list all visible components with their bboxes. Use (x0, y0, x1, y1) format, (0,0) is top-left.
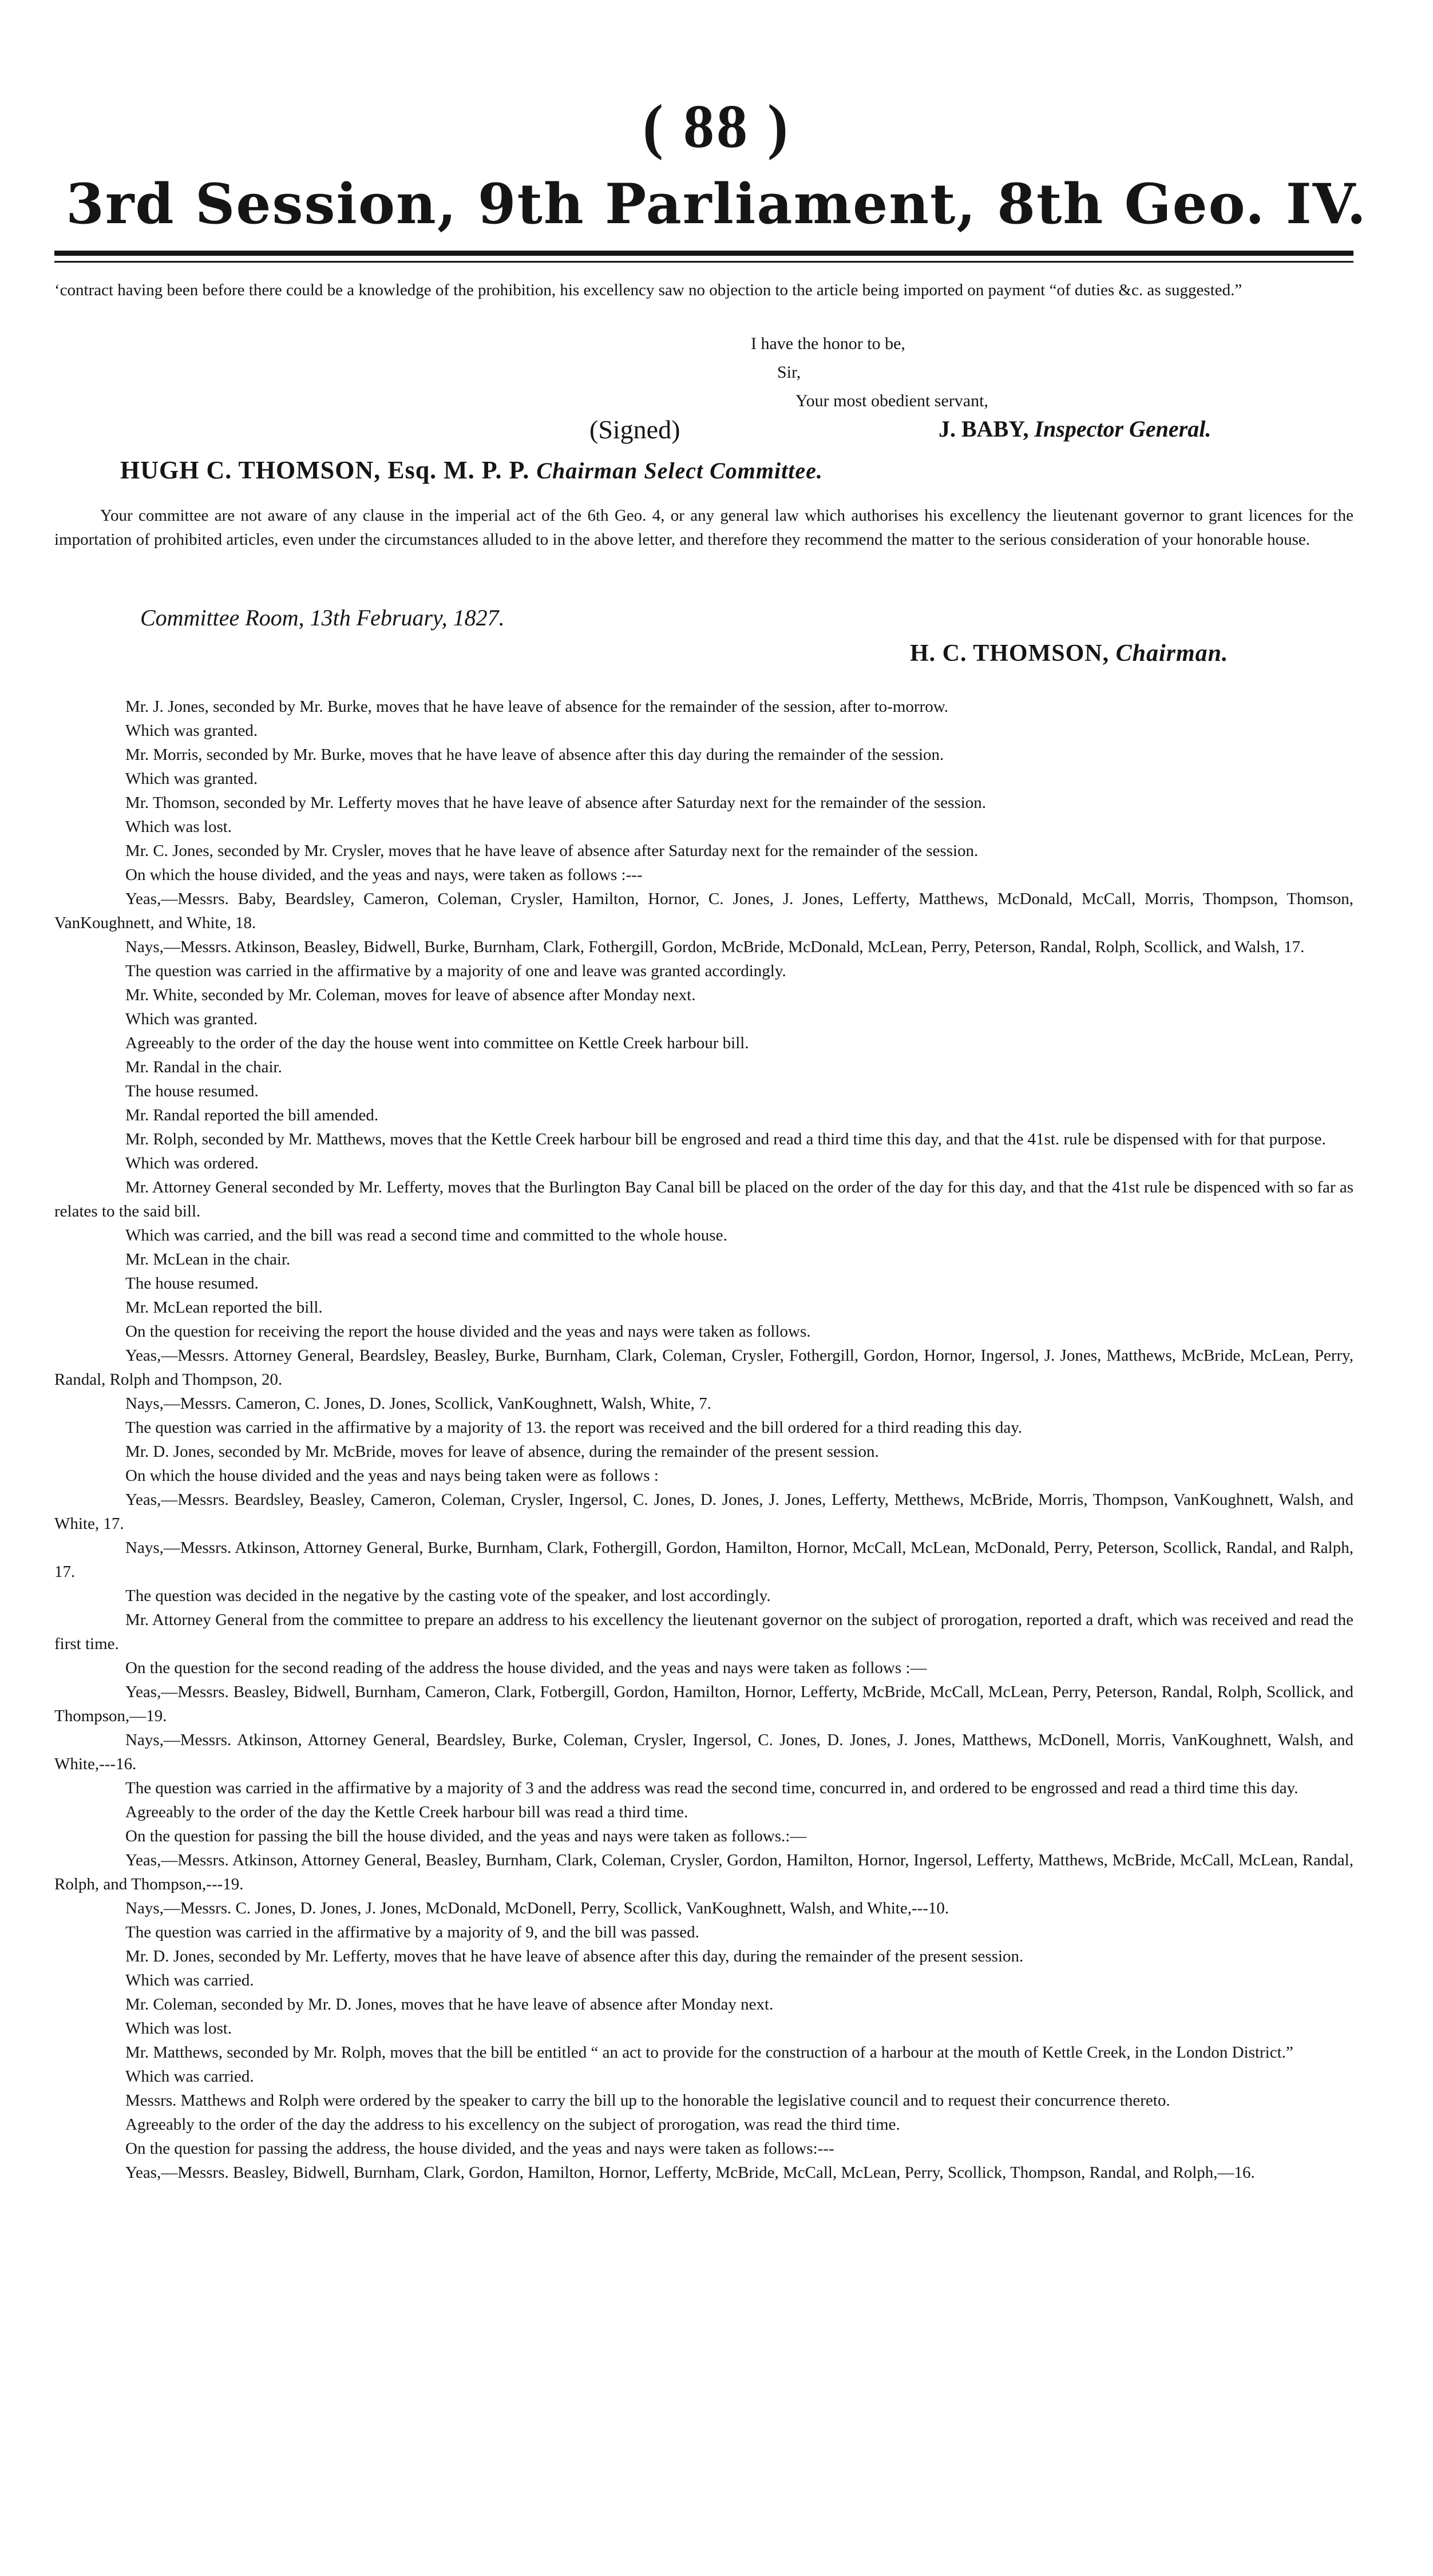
header-rule-thin (54, 261, 1353, 263)
journal-entry: Mr. Randal in the chair. (125, 1058, 282, 1076)
journal-entry: Yeas,—Messrs. Baby, Beardsley, Cameron, Coleman, Crysler, Hamilton, Hornor, C. Jones, J. Jones, Lefferty, Matthews, McDonald, McCall, Morris, Thompson, Thomson, VanKoughnett, and White, 18. (54, 890, 1353, 932)
journal-entry: Mr. D. Jones, seconded by Mr. Lefferty, moves that he have leave of absence after this day, during the remainder of the present session. (125, 1947, 1024, 1965)
header-rule-thick (54, 251, 1353, 256)
journal-entry: Mr. Matthews, seconded by Mr. Rolph, moves that the bill be entitled “ an act to provide for the construction of a harbour at the mouth of Kettle Creek, in the London District.” (125, 2043, 1293, 2062)
journal-entry: Nays,—Messrs. Atkinson, Attorney General, Beardsley, Burke, Coleman, Crysler, Ingersol, C. Jones, D. Jones, J. Jones, Matthews, McDonell, Morris, VanKoughnett, Walsh, and White,---16. (54, 1731, 1353, 1773)
letter-quote: ‘contract having been before there could be a knowledge of the prohibition, his excellency saw no objection to the article being imported on payment “of duties &c. as suggested.” (54, 281, 1242, 299)
journal-entry: The question was carried in the affirmative by a majority of 13. the report was received and the bill ordered for a third reading this day. (125, 1418, 1023, 1437)
journal-entry: Mr. McLean in the chair. (125, 1250, 291, 1269)
journal-entry: The house resumed. (125, 1082, 259, 1100)
journal-entry: Mr. D. Jones, seconded by Mr. McBride, moves for leave of absence, during the remainder of the present session. (125, 1442, 879, 1461)
journal-entry: Which was lost. (125, 2019, 232, 2038)
session-title: 3rd Session, 9th Parliament, 8th Geo. IV. (66, 172, 1367, 236)
journal-entry: On which the house divided and the yeas and nays being taken were as follows : (125, 1467, 659, 1485)
addressee-name: HUGH C. THOMSON, Esq. M. P. P. (120, 456, 530, 484)
journal-entry: Nays,—Messrs. C. Jones, D. Jones, J. Jones, McDonald, McDonell, Perry, Scollick, VanKoughnett, Walsh, and White,---10. (125, 1899, 949, 1917)
journal-entry: The question was carried in the affirmative by a majority of 9, and the bill was passed. (125, 1923, 699, 1941)
letter-closing-line-2: Sir, (777, 363, 801, 382)
journal-entry: Yeas,—Messrs. Atkinson, Attorney General, Beasley, Burnham, Clark, Coleman, Crysler, Gordon, Hamilton, Hornor, Ingersol, Lefferty, Matthews, McBride, McCall, McLean, Randal, Rolph, and Thompson,---19. (54, 1851, 1353, 1893)
committee-room-date: Committee Room, 13th February, 1827. (140, 605, 505, 631)
journal-entry: Which was lost. (125, 818, 232, 836)
journal-entries (54, 695, 1353, 2185)
journal-entry: Agreeably to the order of the day the house went into committee on Kettle Creek harbour bill. (125, 1034, 749, 1052)
journal-entry: Mr. Attorney General seconded by Mr. Lefferty, moves that the Burlington Bay Canal bill be placed on the order of the day for this day, and that the 41st rule be dispenced with so far as relates to the said bill. (54, 1178, 1353, 1220)
journal-entry: Messrs. Matthews and Rolph were ordered by the speaker to carry the bill up to the honorable the legislative council and to request their concurrence thereto. (125, 2091, 1170, 2110)
signer (939, 415, 1211, 442)
chairman-name: H. C. THOMSON, (910, 640, 1110, 667)
journal-entry: Which was granted. (125, 1010, 258, 1028)
journal-entry: Which was ordered. (125, 1154, 259, 1172)
journal-entry: On the question for passing the bill the house divided, and the yeas and nays were taken as follows.:— (125, 1827, 807, 1845)
journal-entry: The question was carried in the affirmative by a majority of one and leave was granted accordingly. (125, 962, 786, 980)
chairman-signature (910, 640, 1229, 667)
journal-entry: Mr. J. Jones, seconded by Mr. Burke, moves that he have leave of absence for the remainder of the session, after to-morrow. (125, 697, 949, 716)
signer-title: Inspector General. (1034, 416, 1212, 442)
journal-entry: Which was carried. (125, 1971, 254, 1990)
page-number: ( 88 ) (643, 93, 790, 161)
addressee-title: Chairman Select Committee. (536, 458, 823, 484)
journal-entry: Agreeably to the order of the day the address to his excellency on the subject of prorogation, was read the third time. (125, 2115, 900, 2134)
journal-entry: The question was carried in the affirmative by a majority of 3 and the address was read the second time, concurred in, and ordered to be engrossed and read a third time this day. (125, 1779, 1299, 1797)
journal-entry: The question was decided in the negative by the casting vote of the speaker, and lost accordingly. (125, 1587, 771, 1605)
journal-entry: Mr. Rolph, seconded by Mr. Matthews, moves that the Kettle Creek harbour bill be engrosed and read a third time this day, and that the 41st. rule be dispensed with for that purpose. (125, 1130, 1326, 1148)
journal-entry: On which the house divided, and the yeas and nays, were taken as follows :--- (125, 866, 643, 884)
journal-entry: Mr. Randal reported the bill amended. (125, 1106, 379, 1124)
letter-closing-line-1: I have the honor to be, (751, 334, 905, 353)
journal-entry: Agreeably to the order of the day the Kettle Creek harbour bill was read a third time. (125, 1803, 688, 1821)
journal-entry: Nays,—Messrs. Atkinson, Attorney General, Burke, Burnham, Clark, Fothergill, Gordon, Hamilton, Hornor, McCall, McLean, McDonald, Perry, Peterson, Scollick, Randal, and Ralph, 17. (54, 1539, 1353, 1581)
committee-report: Your committee are not aware of any clause in the imperial act of the 6th Geo. 4, or any general law which authorises his excellency the lieutenant governor to grant licences for the importation of prohibited articles, even under the circumstances alluded to in the above letter, and therefore they recommend the matter to the serious consideration of your honorable house. (54, 506, 1353, 549)
journal-entry: Yeas,—Messrs. Attorney General, Beardsley, Beasley, Burke, Burnham, Clark, Coleman, Crysler, Fothergill, Gordon, Hornor, Ingersol, J. Jones, Matthews, McBride, McLean, Perry, Randal, Rolph and Thompson, 20. (54, 1346, 1353, 1389)
journal-entry: Mr. White, seconded by Mr. Coleman, moves for leave of absence after Monday next. (125, 986, 696, 1004)
journal-entry: Which was carried, and the bill was read a second time and committed to the whole house. (125, 1226, 727, 1245)
journal-entry: Mr. Thomson, seconded by Mr. Lefferty moves that he have leave of absence after Saturday next for the remainder of the session. (125, 794, 987, 812)
signer-name: J. BABY, (939, 416, 1029, 442)
letter-closing-line-3: Your most obedient servant, (795, 391, 988, 410)
journal-entry: The house resumed. (125, 1274, 259, 1293)
journal-entry: Nays,—Messrs. Atkinson, Beasley, Bidwell, Burke, Burnham, Clark, Fothergill, Gordon, McBride, McDonald, McLean, Perry, Peterson, Randal, Rolph, Scollick, and Walsh, 17. (125, 938, 1305, 956)
journal-entry: Which was granted. (125, 770, 258, 788)
journal-entry: Which was carried. (125, 2067, 254, 2086)
journal-entry: Yeas,—Messrs. Beardsley, Beasley, Cameron, Coleman, Crysler, Ingersol, C. Jones, D. Jones, J. Jones, Lefferty, Metthews, McBride, Morris, Thompson, VanKoughnett, Walsh, and White, 17. (54, 1491, 1353, 1533)
journal-entry: Nays,—Messrs. Cameron, C. Jones, D. Jones, Scollick, VanKoughnett, Walsh, White, 7. (125, 1394, 711, 1413)
journal-entry: Which was granted. (125, 722, 258, 740)
addressee (120, 455, 823, 485)
journal-entry: On the question for receiving the report the house divided and the yeas and nays were taken as follows. (125, 1322, 811, 1341)
journal-entry: Mr. C. Jones, seconded by Mr. Crysler, moves that he have leave of absence after Saturday next for the remainder of the session. (125, 842, 979, 860)
journal-entry: Mr. Attorney General from the committee to prepare an address to his excellency the lieutenant governor on the subject of prorogation, reported a draft, which was received and read the first time. (54, 1611, 1353, 1653)
journal-entry: On the question for the second reading of the address the house divided, and the yeas and nays were taken as follows :— (125, 1659, 927, 1677)
signed-label: (Signed) (589, 415, 680, 444)
journal-entry: Mr. McLean reported the bill. (125, 1298, 323, 1317)
journal-entry: Mr. Morris, seconded by Mr. Burke, moves that he have leave of absence after this day during the remainder of the session. (125, 746, 944, 764)
journal-entry: Mr. Coleman, seconded by Mr. D. Jones, moves that he have leave of absence after Monday next. (125, 1995, 774, 2014)
journal-entry: On the question for passing the address, the house divided, and the yeas and nays were taken as follows:--- (125, 2139, 834, 2158)
journal-entry: Yeas,—Messrs. Beasley, Bidwell, Burnham, Cameron, Clark, Fotbergill, Gordon, Hamilton, Hornor, Lefferty, McBride, McCall, McLean, Perry, Peterson, Randal, Rolph, Scollick, and Thompson,—19. (54, 1683, 1353, 1725)
journal-entry: Yeas,—Messrs. Beasley, Bidwell, Burnham, Clark, Gordon, Hamilton, Hornor, Lefferty, McBride, McCall, McLean, Perry, Scollick, Thompson, Randal, and Rolph,—16. (125, 2163, 1255, 2182)
chairman-title: Chairman. (1115, 640, 1229, 667)
